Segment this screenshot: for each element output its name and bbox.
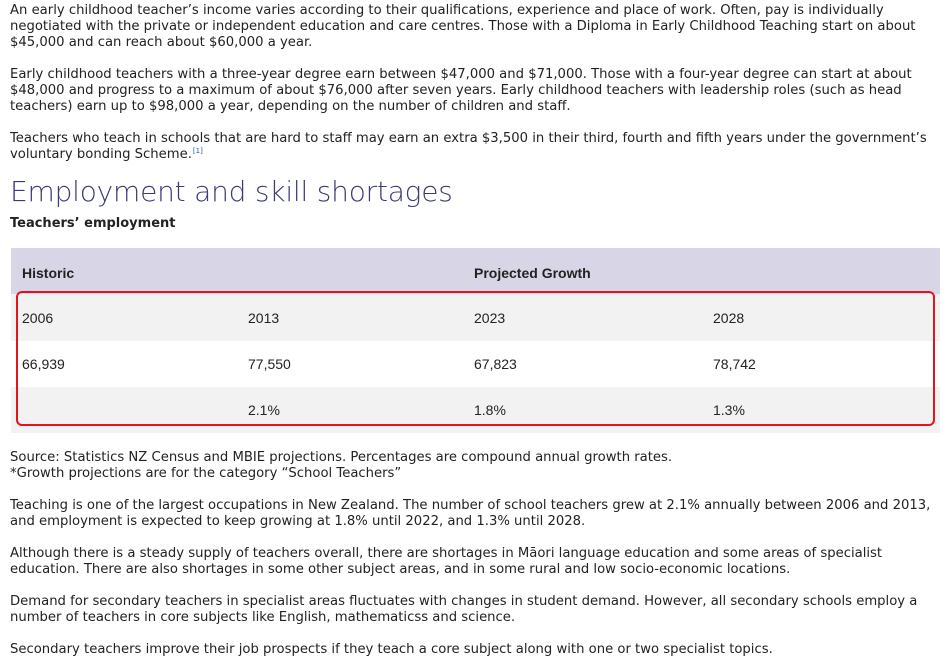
table-cell: 2.1%	[248, 402, 280, 418]
table-title: Teachers’ employment	[10, 216, 176, 231]
table-header-row	[11, 248, 940, 294]
table-cell: 66,939	[22, 356, 65, 372]
intro-paragraph-2: Early childhood teachers with a three-year degree earn between $47,000 and $71,000. Those with a four-year degree can start at about $48,000 and progress to a maximum of about $76,000 after seven years. Early childhood teachers with leadership roles (such as head teachers) earn up to $98,000 a year, depending on the number of children and staff.	[10, 67, 912, 115]
employment-table	[11, 248, 940, 433]
table-cell: 67,823	[474, 356, 517, 372]
outro-paragraph-2: Although there is a steady supply of teachers overall, there are shortages in Māori language education and some areas of specialist education. There are also shortages in some other subject areas, and in some rural and low socio-economic locations.	[10, 546, 883, 578]
table-cell: 1.8%	[474, 402, 506, 418]
table-cell: 78,742	[713, 356, 756, 372]
table-cell: 1.3%	[713, 402, 745, 418]
intro-paragraph-3	[10, 131, 940, 163]
footnote-link[interactable]: [1]	[192, 146, 203, 155]
intro-paragraph-3-text: Teachers who teach in schools that are hard to staff may earn an extra $3,500 in their third, fourth and fifth years under the government’s voluntary bonding Scheme.	[10, 131, 927, 163]
outro-paragraph-4: Secondary teachers improve their job prospects if they teach a core subject along with one or two specialist topics.	[10, 642, 773, 657]
header-cell-historic: Historic	[22, 265, 75, 281]
table-cell: 2028	[713, 309, 745, 326]
table-cell: 2013	[248, 309, 280, 326]
intro-paragraph-1: An early childhood teacher’s income varies according to their qualifications, experience and place of work. Often, pay is individually negotiated with the private or independent education and care centres. Those with a Diploma in Early Childhood Teaching start on about $45,000 and can reach about $60,000 a year.	[10, 3, 916, 51]
source-note	[10, 450, 940, 482]
table-row-employment	[11, 341, 940, 387]
header-cell-projected-growth: Projected Growth	[474, 265, 591, 281]
table-cell: 2006	[22, 309, 54, 326]
table-cell: 77,550	[248, 356, 291, 372]
table-cell: 2023	[474, 309, 506, 326]
source-note-line-1: Source: Statistics NZ Census and MBIE projections. Percentages are compound annual growth rates.	[10, 450, 673, 465]
outro-paragraph-1: Teaching is one of the largest occupations in New Zealand. The number of school teachers grew at 2.1% annually between 2006 and 2013, and employment is expected to keep growing at 1.8% until 2022, and 1.3% until 2028.	[10, 498, 931, 530]
outro-paragraph-3: Demand for secondary teachers in specialist areas fluctuates with changes in student demand. However, all secondary schools employ a number of teachers in core subjects like English, mathematicss and science.	[10, 594, 918, 626]
table-row-growth-rate	[11, 387, 940, 433]
table-row-years	[11, 294, 940, 341]
source-note-line-2: *Growth projections are for the category “School Teachers”	[10, 466, 402, 482]
section-title: Employment and skill shortages	[10, 175, 453, 208]
